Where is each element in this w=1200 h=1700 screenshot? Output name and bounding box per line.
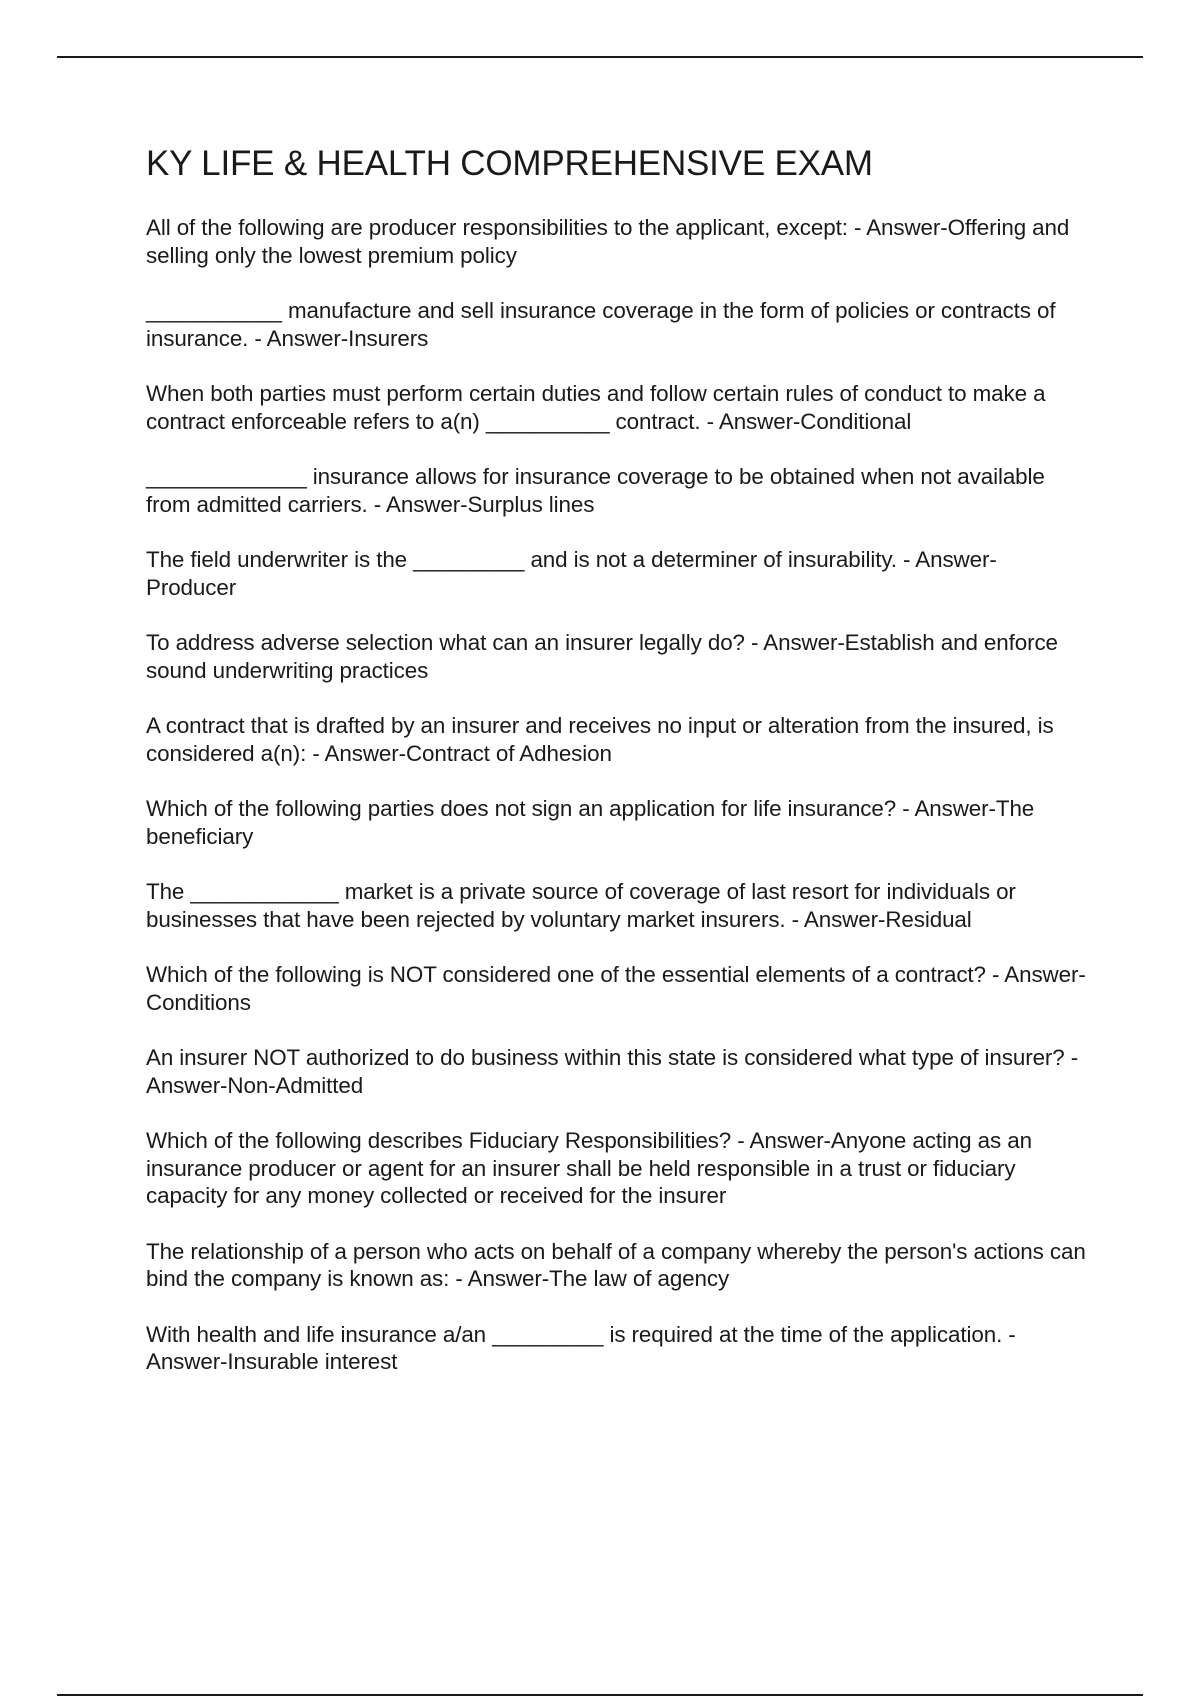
question-item: An insurer NOT authorized to do business within this state is considered what type of insurer? - Answer-Non-Admitted — [146, 1045, 1079, 1098]
question-item: When both parties must perform certain duties and follow certain rules of conduct to make a contract enforceable refers to a(n) __________ contract. - Answer-Conditional — [146, 381, 1046, 434]
question-item: All of the following are producer responsibilities to the applicant, except: - Answer-Offering and selling only the lowest premium policy — [146, 215, 1070, 268]
question-item: _____________ insurance allows for insurance coverage to be obtained when not available from admitted carriers. - Answer-Surplus lines — [146, 464, 1045, 517]
top-rule — [57, 56, 1143, 58]
question-list — [146, 214, 1086, 1376]
bottom-rule — [57, 1694, 1143, 1696]
document-title: KY LIFE & HEALTH COMPREHENSIVE EXAM — [146, 144, 873, 183]
question-item: With health and life insurance a/an _________ is required at the time of the application. - Answer-Insurable interest — [146, 1321, 1016, 1374]
question-item: Which of the following is NOT considered one of the essential elements of a contract? - Answer-Conditions — [146, 962, 1086, 1015]
question-item: The ____________ market is a private source of coverage of last resort for individuals or businesses that have been rejected by voluntary market insurers. - Answer-Residual — [146, 879, 1016, 932]
document-body — [146, 140, 1086, 1404]
question-item: To address adverse selection what can an insurer legally do? - Answer-Establish and enforce sound underwriting practices — [146, 630, 1058, 683]
question-item: ___________ manufacture and sell insurance coverage in the form of policies or contracts of insurance. - Answer-Insurers — [146, 298, 1056, 351]
question-item: The relationship of a person who acts on behalf of a company whereby the person's actions can bind the company is known as: - Answer-The law of agency — [146, 1238, 1086, 1291]
question-item: Which of the following parties does not sign an application for life insurance? - Answer-The beneficiary — [146, 796, 1035, 849]
question-item: Which of the following describes Fiduciary Responsibilities? - Answer-Anyone acting as an insurance producer or agent for an insurer shall be held responsible in a trust or fiduciary capacity for any money collected or received for the insurer — [146, 1128, 1032, 1208]
question-item: A contract that is drafted by an insurer and receives no input or alteration from the insured, is considered a(n): - Answer-Contract of Adhesion — [146, 713, 1054, 766]
question-item: The field underwriter is the _________ and is not a determiner of insurability. - Answer-Producer — [146, 547, 997, 600]
